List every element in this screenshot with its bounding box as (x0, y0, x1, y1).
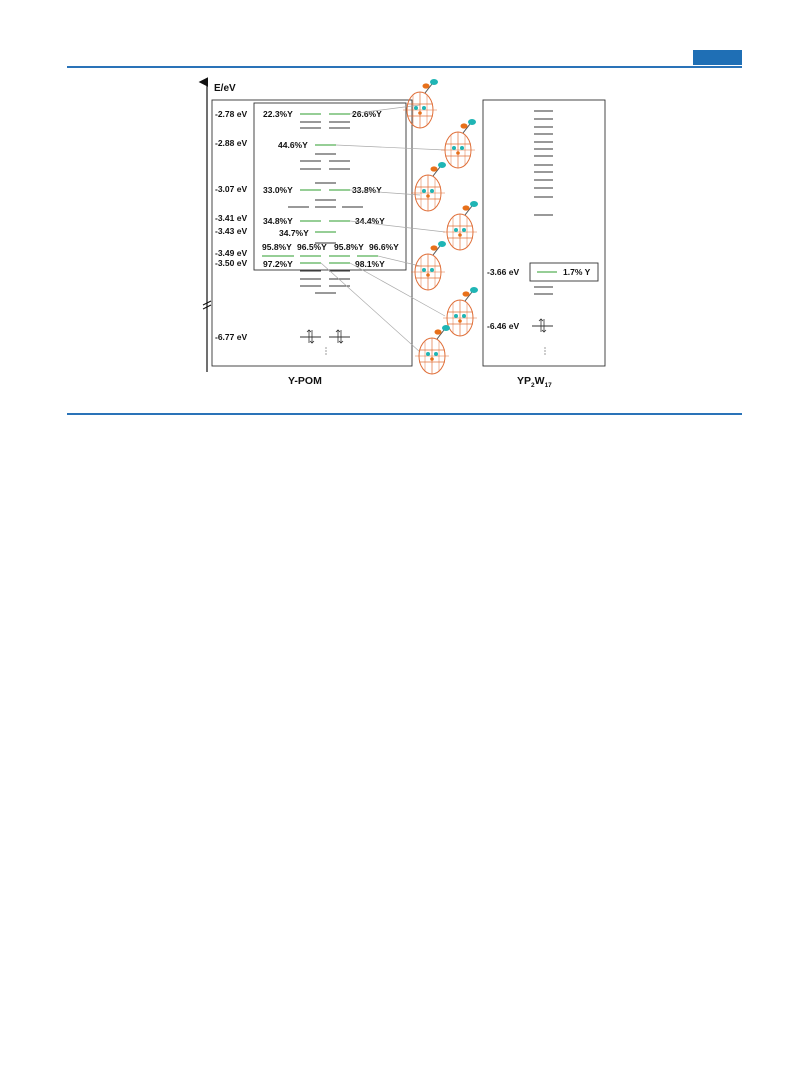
percent-label: 34.7%Y (279, 228, 309, 238)
y-axis-label: E/eV (214, 83, 236, 94)
molecule-structures (403, 79, 478, 374)
percent-label: 96.6%Y (369, 242, 399, 252)
electron-pair-arrows (307, 330, 343, 343)
ypom-energy-labels (215, 109, 247, 342)
connector-lines (321, 105, 445, 352)
percent-label: 22.3%Y (263, 109, 293, 119)
percent-label: 95.8%Y (334, 242, 364, 252)
ellipsis-dots (544, 347, 545, 354)
percent-label: 44.6%Y (278, 140, 308, 150)
ypom-percent-labels (262, 109, 399, 269)
energy-label: -2.78 eV (215, 109, 248, 119)
yp2w17-levels (532, 111, 553, 326)
energy-label: -6.46 eV (487, 321, 520, 331)
percent-label: 1.7% Y (563, 267, 591, 277)
percent-label: 34.8%Y (263, 216, 293, 226)
percent-label: 96.5%Y (297, 242, 327, 252)
yp2w17-title: $YP_2W_{17}$ (517, 375, 552, 389)
energy-label: -3.43 eV (215, 226, 248, 236)
energy-label: -3.50 eV (215, 258, 248, 268)
energy-label: -6.77 eV (215, 332, 248, 342)
percent-label: 98.1%Y (355, 259, 385, 269)
energy-label: -3.41 eV (215, 213, 248, 223)
energy-label: -3.49 eV (215, 248, 248, 258)
ypom-title: Y-POM (288, 375, 322, 387)
energy-label: -3.66 eV (487, 267, 520, 277)
percent-label: 34.4%Y (355, 216, 385, 226)
percent-label: 26.6%Y (352, 109, 382, 119)
percent-label: 33.8%Y (352, 185, 382, 195)
ellipsis-dots (325, 347, 326, 354)
energy-label: -3.07 eV (215, 184, 248, 194)
percent-label: 95.8%Y (262, 242, 292, 252)
percent-label: 97.2%Y (263, 259, 293, 269)
percent-label: 33.0%Y (263, 185, 293, 195)
energy-label: -2.88 eV (215, 138, 248, 148)
